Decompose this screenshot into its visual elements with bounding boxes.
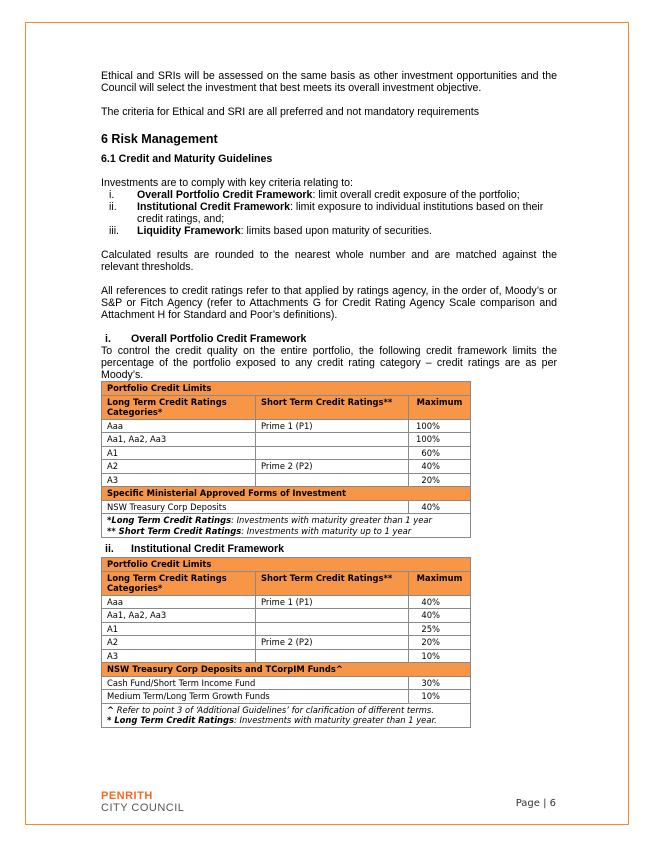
table-cell: 100% bbox=[409, 433, 471, 447]
note-lead: ^ bbox=[107, 704, 115, 715]
criteria-number: iii. bbox=[109, 225, 120, 237]
portfolio-credit-limits-table bbox=[101, 381, 471, 538]
criteria-item bbox=[101, 201, 557, 225]
table-cell: A1 bbox=[102, 622, 256, 636]
table-cell: 40% bbox=[409, 595, 471, 609]
table-row bbox=[102, 690, 471, 704]
column-header: Short Term Credit Ratings** bbox=[256, 395, 409, 419]
table-row bbox=[102, 609, 471, 623]
note-text: : Investments with maturity up to 1 year bbox=[241, 525, 412, 536]
table-row bbox=[102, 473, 471, 487]
table-cell: 30% bbox=[409, 676, 471, 690]
table-note-row bbox=[102, 703, 471, 727]
criteria-number: i. bbox=[109, 189, 115, 201]
table-cell: 10% bbox=[409, 649, 471, 663]
note-lead: ** Short Term Credit Ratings bbox=[107, 525, 242, 536]
table-row bbox=[102, 460, 471, 474]
table-cell: A1 bbox=[102, 446, 256, 460]
references-paragraph: All references to credit ratings refer to that applied by ratings agency, in the order of, Moody’s or S&P or Fitch Agency (refer to Attachments G for Credit Rating Agency Scale comparison and Attachment H for Standard and Poor’s definitions). bbox=[101, 285, 557, 321]
column-header: Long Term Credit Ratings Categories* bbox=[102, 571, 256, 595]
document-body bbox=[101, 70, 557, 728]
column-header: Maximum bbox=[409, 395, 471, 419]
table-cell: 40% bbox=[409, 460, 471, 474]
criteria-number: ii. bbox=[109, 201, 117, 213]
criteria-item bbox=[101, 189, 557, 201]
subsection-number: ii. bbox=[105, 543, 114, 555]
table-cell: 20% bbox=[409, 473, 471, 487]
table-cell: A2 bbox=[102, 460, 256, 474]
intro-paragraph-2: The criteria for Ethical and SRI are all preferred and not mandatory requirements bbox=[101, 106, 480, 118]
note-text: Refer to point 3 of ‘Additional Guidelines’ for clarification of different terms. bbox=[114, 704, 434, 715]
criteria-term: Overall Portfolio Credit Framework bbox=[137, 189, 313, 201]
column-header: Short Term Credit Ratings** bbox=[256, 571, 409, 595]
table-cell: Aa1, Aa2, Aa3 bbox=[102, 433, 256, 447]
subsection-heading-1 bbox=[101, 333, 557, 345]
criteria-text: : limit overall credit exposure of the portfolio; bbox=[312, 189, 520, 201]
table-row bbox=[102, 595, 471, 609]
table-row bbox=[102, 676, 471, 690]
table-notes bbox=[102, 514, 471, 538]
criteria-term: Liquidity Framework bbox=[137, 225, 241, 237]
table-row bbox=[102, 649, 471, 663]
subsection-title: Institutional Credit Framework bbox=[131, 543, 285, 555]
table-cell bbox=[256, 622, 409, 636]
table-cell: 10% bbox=[409, 690, 471, 704]
institutional-credit-limits-table bbox=[101, 557, 471, 728]
table-cell: 100% bbox=[409, 419, 471, 433]
column-header: Maximum bbox=[409, 571, 471, 595]
subsection-title: Overall Portfolio Credit Framework bbox=[131, 333, 307, 345]
logo-line-2: CITY COUNCIL bbox=[101, 802, 185, 814]
table-cell: Medium Term/Long Term Growth Funds bbox=[102, 690, 409, 704]
table-row bbox=[102, 622, 471, 636]
criteria-lead: Investments are to comply with key criteria relating to: bbox=[101, 177, 353, 189]
table-cell: 60% bbox=[409, 446, 471, 460]
table-cell: Prime 1 (P1) bbox=[256, 419, 409, 433]
table-row bbox=[102, 636, 471, 650]
table-cell bbox=[256, 649, 409, 663]
table-band-title: NSW Treasury Corp Deposits and TCorpIM Funds^ bbox=[102, 663, 471, 677]
table-cell: Aa1, Aa2, Aa3 bbox=[102, 609, 256, 623]
table-row bbox=[102, 419, 471, 433]
table-cell: Prime 2 (P2) bbox=[256, 460, 409, 474]
note-text: : Investments with maturity greater than 1 year bbox=[231, 515, 432, 525]
table-cell: 40% bbox=[409, 500, 471, 514]
criteria-term: Institutional Credit Framework bbox=[137, 201, 291, 213]
criteria-item bbox=[101, 225, 557, 237]
table-band-title: Specific Ministerial Approved Forms of Investment bbox=[102, 487, 471, 501]
page-number: Page | 6 bbox=[515, 798, 556, 809]
penrith-city-council-logo bbox=[101, 790, 184, 814]
subsection-number: i. bbox=[105, 333, 111, 345]
table-cell: Cash Fund/Short Term Income Fund bbox=[102, 676, 409, 690]
table-row bbox=[102, 500, 471, 514]
criteria-text: : limits based upon maturity of securities. bbox=[240, 225, 432, 237]
note-lead: *Long Term Credit Ratings bbox=[107, 515, 232, 525]
subsection-heading-2 bbox=[101, 543, 557, 555]
table-cell: A2 bbox=[102, 636, 256, 650]
table-note-row bbox=[102, 514, 471, 538]
table-cell: 20% bbox=[409, 636, 471, 650]
table-cell bbox=[256, 609, 409, 623]
criteria-list bbox=[101, 189, 557, 237]
table-row bbox=[102, 446, 471, 460]
subsection-1-paragraph: To control the credit quality on the entire portfolio, the following credit framework limits the percentage of the portfolio exposed to any credit rating category – credit ratings are as per Moody’s. bbox=[101, 345, 557, 381]
table-cell: 25% bbox=[409, 622, 471, 636]
table-cell: Prime 1 (P1) bbox=[256, 595, 409, 609]
table-cell bbox=[256, 473, 409, 487]
table-row bbox=[102, 433, 471, 447]
table-band-title: Portfolio Credit Limits bbox=[102, 558, 471, 572]
table-band-title: Portfolio Credit Limits bbox=[102, 382, 471, 396]
table-cell bbox=[256, 433, 409, 447]
note-text: : Investments with maturity greater than 1 year. bbox=[234, 715, 437, 725]
table-cell: A3 bbox=[102, 649, 256, 663]
table-cell: NSW Treasury Corp Deposits bbox=[102, 500, 409, 514]
criteria-text: : limit exposure to individual institutions based on their credit ratings, and; bbox=[137, 201, 544, 225]
table-cell: 40% bbox=[409, 609, 471, 623]
table-cell: A3 bbox=[102, 473, 256, 487]
table-cell: Aaa bbox=[102, 595, 256, 609]
logo-line-1: PENRITH bbox=[101, 790, 153, 802]
intro-paragraph-1: Ethical and SRIs will be assessed on the same basis as other investment opportunities and the Council will select the investment that best meets its overall investment objective. bbox=[101, 70, 557, 94]
section-title: 6 Risk Management bbox=[101, 132, 218, 146]
note-lead: * Long Term Credit Ratings bbox=[107, 715, 235, 725]
column-header: Long Term Credit Ratings Categories* bbox=[102, 395, 256, 419]
table-cell: Aaa bbox=[102, 419, 256, 433]
rounding-paragraph: Calculated results are rounded to the nearest whole number and are matched against the relevant thresholds. bbox=[101, 249, 557, 273]
table-notes bbox=[102, 703, 471, 727]
table-cell bbox=[256, 446, 409, 460]
section-subtitle: 6.1 Credit and Maturity Guidelines bbox=[101, 153, 273, 165]
table-cell: Prime 2 (P2) bbox=[256, 636, 409, 650]
